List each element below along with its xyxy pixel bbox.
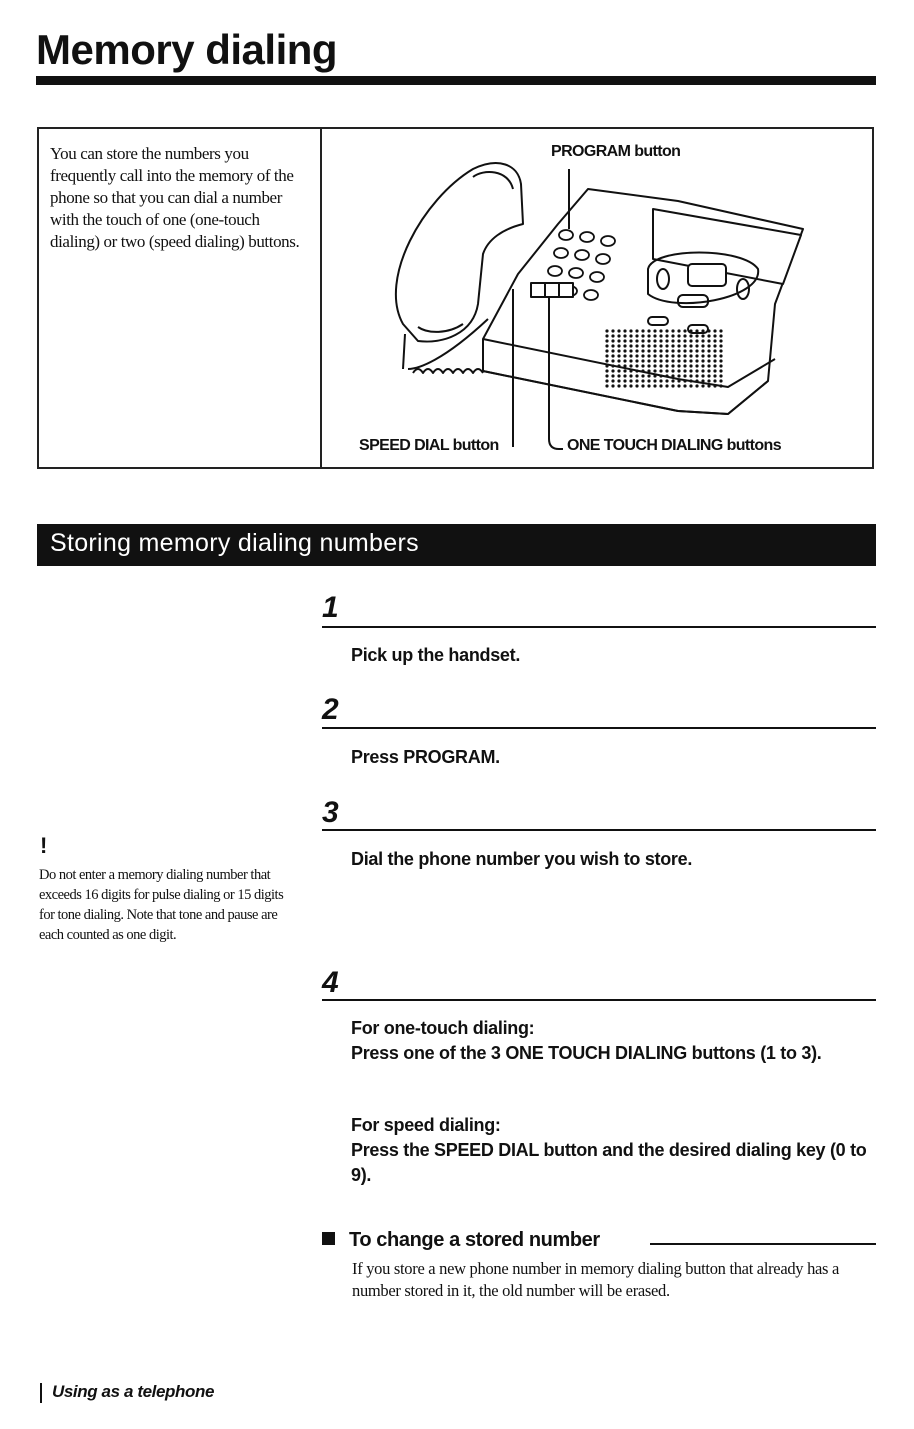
- step-rule-4: [322, 999, 876, 1001]
- step-text-4-one-touch: [351, 1016, 871, 1066]
- step-number-1: 1: [322, 591, 339, 624]
- step-rule-2: [322, 727, 876, 729]
- one-touch-heading: For one-touch dialing:: [351, 1018, 535, 1038]
- section-title: Storing memory dialing numbers: [50, 529, 419, 557]
- caution-text: Do not enter a memory dialing number that exceeds 16 digits for pulse dialing or 15 digits for tone dialing. Note that tone and pause are each counted as one digit.: [39, 867, 284, 943]
- center-button: [678, 295, 708, 307]
- title-rule: [36, 76, 876, 85]
- caution-icon: !: [40, 833, 48, 858]
- change-heading: [322, 1229, 600, 1252]
- step-text-1: Pick up the handset.: [351, 645, 521, 665]
- speed-instruction: Press the SPEED DIAL button and the desired dialing key (0 to 9).: [351, 1140, 867, 1185]
- one-touch-instruction: Press one of the 3 ONE TOUCH DIALING buttons (1 to 3).: [351, 1043, 822, 1063]
- footer-bar: [40, 1383, 42, 1403]
- step-text-2: Press PROGRAM.: [351, 747, 500, 767]
- change-text: If you store a new phone number in memory dialing button that already has a number stored in it, the old number will be erased.: [352, 1259, 840, 1300]
- page-title: Memory dialing: [36, 26, 338, 73]
- step-text-3: Dial the phone number you wish to store.: [351, 849, 693, 869]
- step-number-4: 4: [322, 966, 339, 999]
- one-touch-label: ONE TOUCH DIALING buttons: [567, 437, 782, 454]
- square-bullet-icon: [322, 1232, 335, 1245]
- program-label: PROGRAM button: [551, 143, 681, 160]
- step-number-2: 2: [322, 693, 339, 726]
- change-rule: [650, 1243, 876, 1245]
- step-rule-3: [322, 829, 876, 831]
- one-touch-buttons: [531, 283, 573, 297]
- phone-diagram: [323, 129, 873, 467]
- step-text-4-speed: [351, 1113, 871, 1188]
- step-number-3: 3: [322, 796, 339, 829]
- speaker-grille: [605, 329, 725, 389]
- footer-section-label: Using as a telephone: [52, 1382, 215, 1401]
- intro-divider: [320, 127, 322, 469]
- phone-illustration: [323, 129, 873, 467]
- change-heading-text: To change a stored number: [349, 1229, 600, 1251]
- speed-heading: For speed dialing:: [351, 1115, 501, 1135]
- step-rule-1: [322, 626, 876, 628]
- speed-dial-label: SPEED DIAL button: [359, 437, 499, 454]
- intro-text: You can store the numbers you frequently call into the memory of the phone so that you can dial a number with the touch of one (one-touch dialing) or two (speed dialing) buttons.: [50, 144, 300, 251]
- lcd-screen: [688, 264, 726, 286]
